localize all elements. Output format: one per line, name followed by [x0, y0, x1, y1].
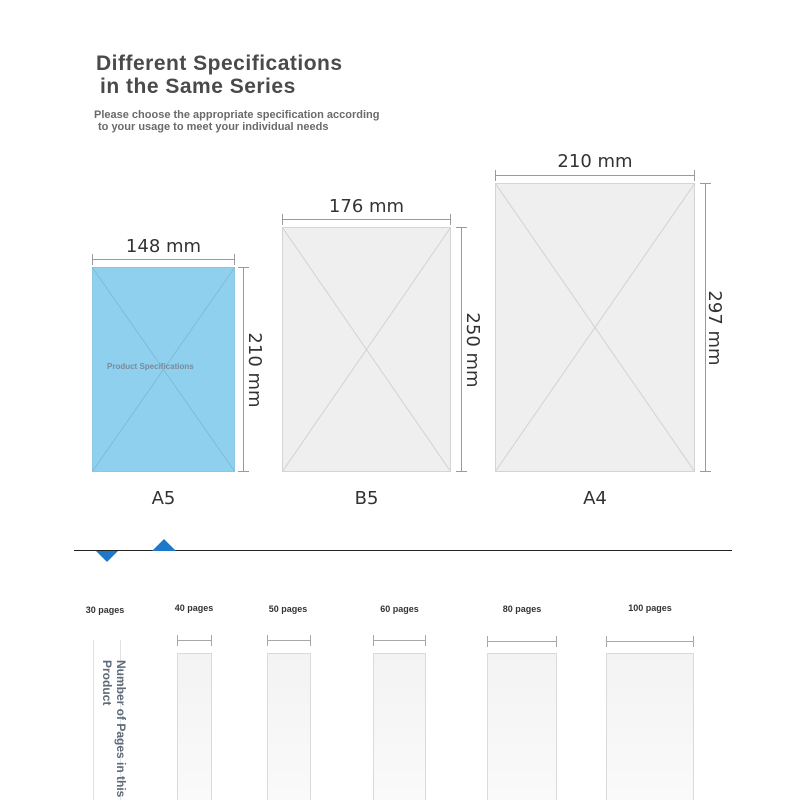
b5-sheet[interactable] — [282, 227, 451, 472]
pages-40-sheet — [177, 653, 212, 800]
pages-40-dimension-line — [177, 640, 212, 641]
pages-50-sheet — [267, 653, 311, 800]
pages-caption: Number of Pages in this Product — [100, 660, 128, 798]
b5-size-name: B5 — [354, 488, 379, 509]
pages-100-dimension-line — [606, 641, 694, 642]
b5-height-label: 250 mm — [462, 312, 483, 388]
a5-width-dimension-line — [92, 259, 235, 260]
a5-height-label: 210 mm — [244, 332, 265, 408]
a4-width-dimension-line — [495, 175, 695, 176]
pages-option-40[interactable]: 40 pages — [174, 603, 214, 613]
page-subtitle — [94, 109, 379, 133]
title-line-1: Different Specifications — [96, 52, 343, 75]
pages-30-sheet-edge-left — [93, 640, 94, 800]
subtitle-line-2: to your usage to meet your individual needs — [98, 121, 329, 133]
b5-width-dimension-line — [282, 219, 451, 220]
page-title — [96, 52, 343, 98]
a4-width-label: 210 mm — [557, 151, 633, 172]
up-triangle-marker-icon — [152, 539, 176, 551]
product-spec-badge: Product Specifications — [107, 362, 194, 371]
b5-width-label: 176 mm — [328, 196, 405, 217]
pages-60-dimension-line — [373, 640, 426, 641]
pages-80-dimension-line — [487, 641, 557, 642]
pages-option-50[interactable]: 50 pages — [268, 604, 308, 614]
down-triangle-marker-icon — [96, 551, 118, 563]
b5-cross-lines — [282, 227, 451, 472]
a4-height-label: 297 mm — [704, 290, 725, 366]
pages-option-80[interactable]: 80 pages — [502, 604, 542, 614]
a4-sheet[interactable] — [495, 183, 695, 472]
pages-50-dimension-line — [267, 640, 311, 641]
pages-option-30[interactable]: 30 pages — [85, 605, 125, 615]
pages-option-60[interactable]: 60 pages — [380, 604, 419, 614]
a5-size-name: A5 — [151, 488, 176, 509]
subtitle-line-1: Please choose the appropriate specification according — [94, 109, 380, 121]
a4-cross-lines — [495, 183, 695, 472]
pages-100-sheet — [606, 653, 694, 800]
title-line-2: in the Same Series — [100, 75, 296, 98]
pages-80-sheet — [487, 653, 557, 800]
a4-size-name: A4 — [583, 488, 607, 509]
pages-60-sheet — [373, 653, 426, 800]
pages-option-100[interactable]: 100 pages — [628, 603, 672, 613]
a5-width-label: 148 mm — [125, 236, 202, 257]
